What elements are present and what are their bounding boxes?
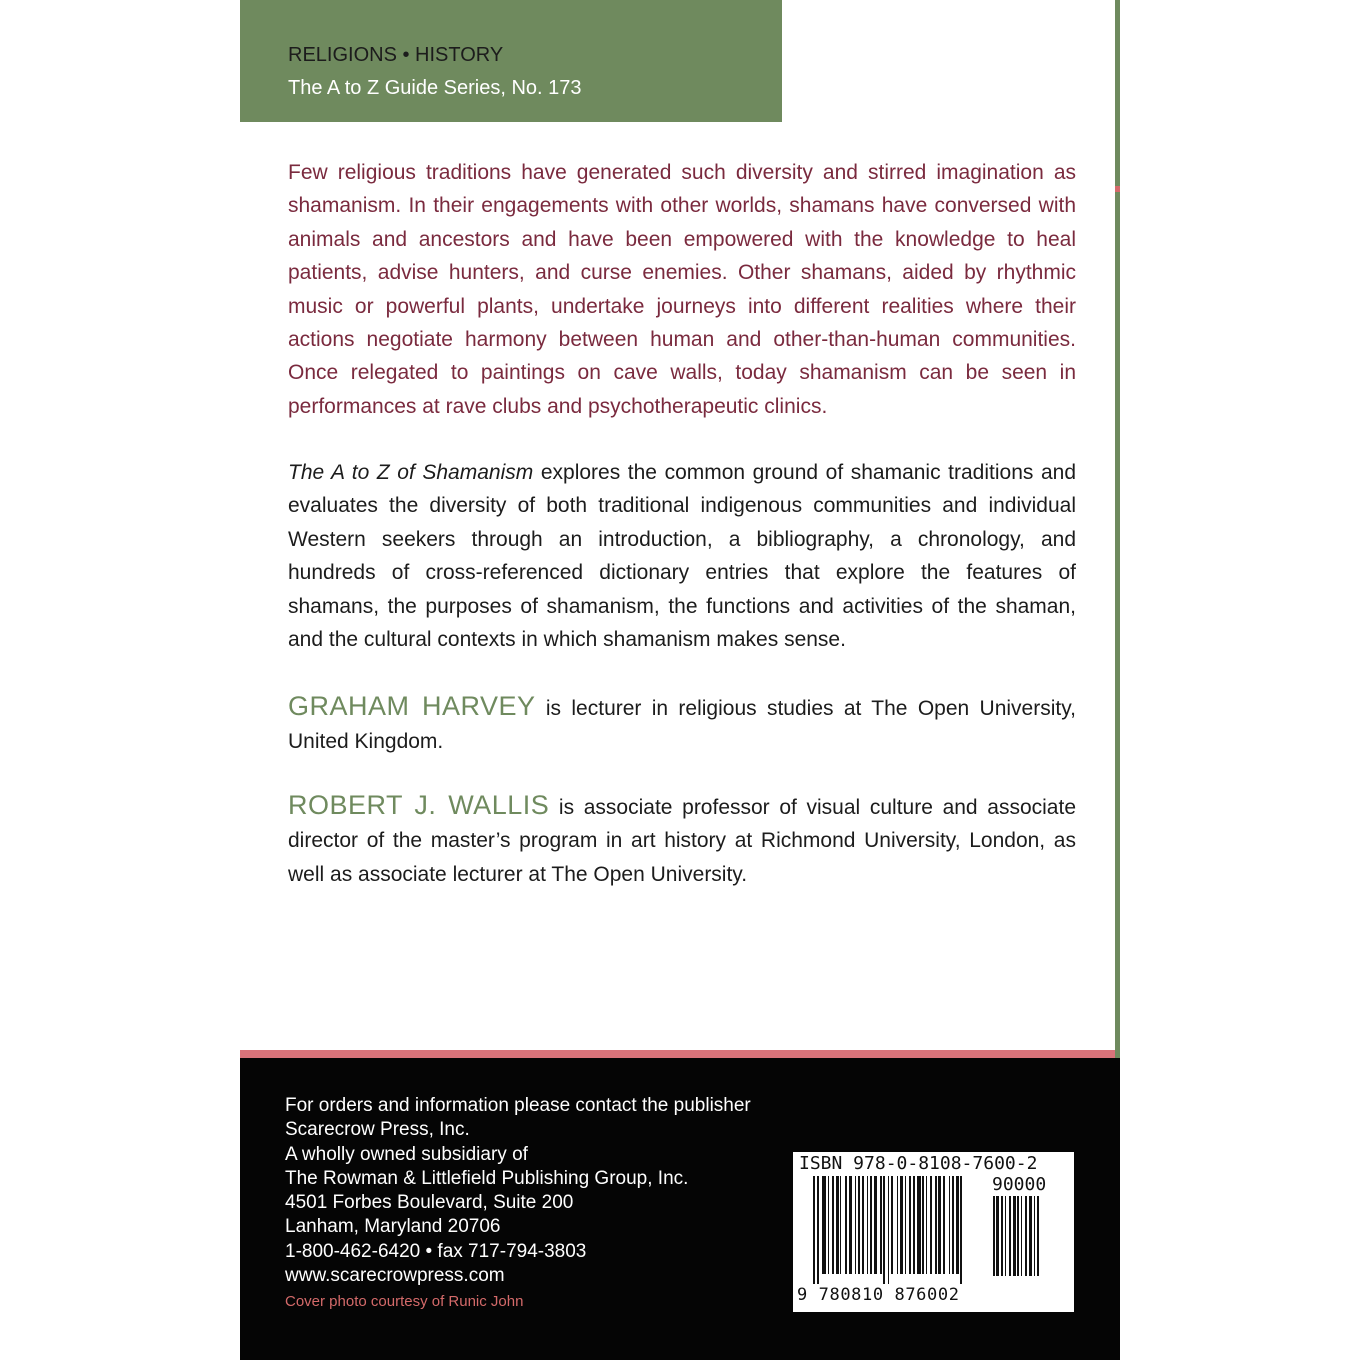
publisher-name: Scarecrow Press, Inc. bbox=[285, 1119, 470, 1141]
ean-barcode-icon bbox=[813, 1176, 985, 1284]
isbn-text: ISBN 978-0-8108-7600-2 bbox=[799, 1153, 1038, 1174]
contact-line: For orders and information please contact the publisher bbox=[285, 1095, 751, 1116]
author-bio-harvey bbox=[288, 690, 1076, 759]
phone-fax: 1-800-462-6420 • fax 717-794-3803 bbox=[285, 1240, 587, 1262]
photo-credit: Cover photo courtesy of Runic John bbox=[285, 1293, 524, 1310]
description-text: explores the common ground of shamanic traditions and evaluates the diversity of both traditional indigenous communities and individual Western seekers through an introduction, a bibliography, a chronology, and hundreds of cross-referenced dictionary entries that explore the features of shamans, the purposes of shamanism, the functions and activities of the shaman, and the cultural contexts in which shamanism makes sense. bbox=[288, 461, 1077, 652]
author-name: ROBERT J. WALLIS bbox=[288, 790, 550, 820]
author-bio-wallis bbox=[288, 789, 1076, 891]
contact-line: A wholly owned subsidiary of bbox=[285, 1143, 528, 1165]
author-bio-text: is associate professor of visual culture and associate director of the master’s program in art history at Richmond University, London, as well as associate lecturer at The Open University. bbox=[288, 796, 1076, 886]
description-paragraph bbox=[288, 456, 1076, 656]
website-link[interactable]: www.scarecrowpress.com bbox=[285, 1265, 505, 1287]
street-address: 4501 Forbes Boulevard, Suite 200 bbox=[285, 1192, 574, 1214]
parent-company: The Rowman & Littlefield Publishing Group, Inc. bbox=[285, 1167, 689, 1189]
price-code: 90000 bbox=[992, 1174, 1047, 1195]
back-cover bbox=[240, 0, 1120, 1360]
city-address: Lanham, Maryland 20706 bbox=[285, 1216, 501, 1238]
author-bio-text: is lecturer in religious studies at The Open University, United Kingdom. bbox=[288, 697, 1076, 754]
spine-edge-mark bbox=[1115, 186, 1120, 192]
blurb-paragraph: Few religious traditions have generated such diversity and stirred imagination as shamanism. In their engagements with other worlds, shamans have conversed with animals and ancestors and have been empowered with the knowledge to heal patients, advise hunters, and curse enemies. Other shamans, aided by rhythmic music or powerful plants, undertake journeys into different realities where their actions negotiate harmony between human and other-than-human communities. Once relegated to paintings on cave walls, today shamanism can be seen in performances at rave clubs and psychotherapeutic clinics. bbox=[288, 161, 1076, 418]
ean-digits: 9 780810 876002 bbox=[797, 1285, 960, 1305]
book-title: The A to Z of Shamanism bbox=[288, 461, 534, 484]
category-label: RELIGIONS • HISTORY bbox=[288, 44, 504, 66]
author-name: GRAHAM HARVEY bbox=[288, 691, 536, 721]
addon-barcode-icon bbox=[993, 1196, 1063, 1286]
header-band bbox=[240, 0, 782, 122]
series-label: The A to Z Guide Series, No. 173 bbox=[288, 77, 582, 99]
publisher-footer bbox=[240, 1058, 1120, 1360]
barcode-box bbox=[793, 1152, 1074, 1312]
footer-accent-band bbox=[240, 1050, 1115, 1058]
publisher-contact bbox=[285, 1094, 751, 1288]
